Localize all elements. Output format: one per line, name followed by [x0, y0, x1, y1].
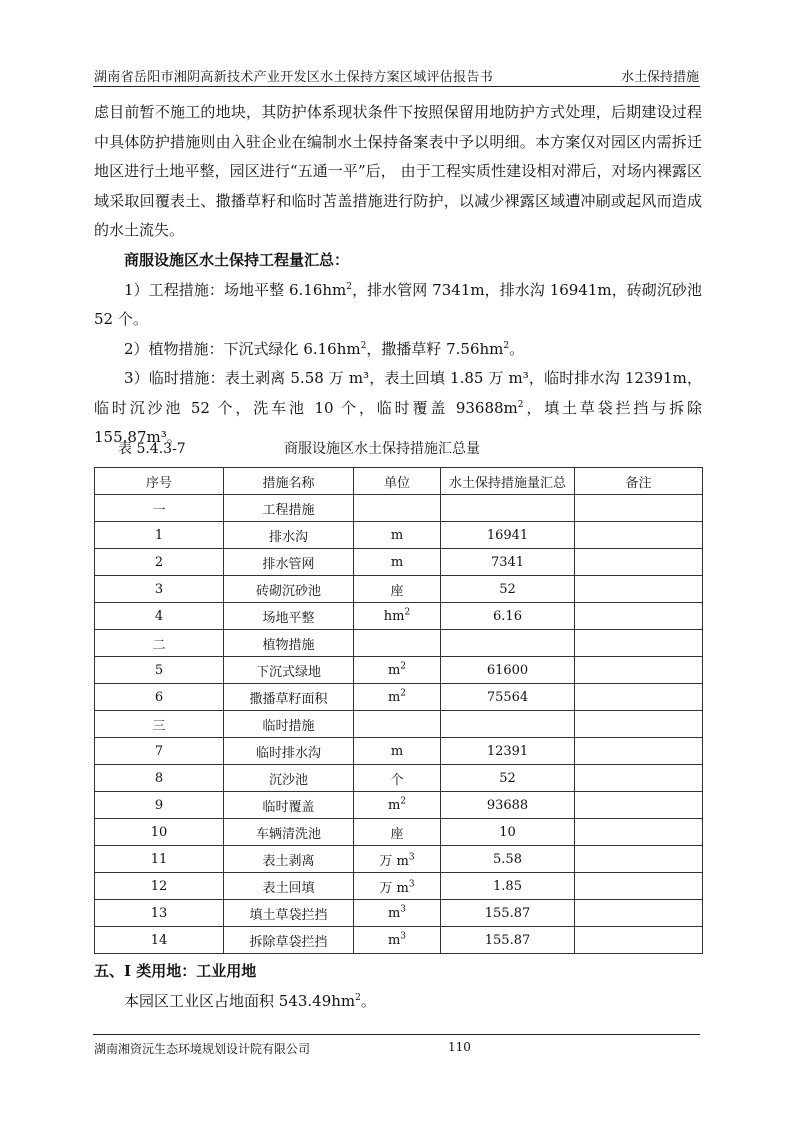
cell-total: 52 — [441, 576, 575, 603]
cell-note — [575, 738, 703, 765]
cell-total: 16941 — [441, 522, 575, 549]
cell-note — [575, 684, 703, 711]
cell-total: 155.87 — [441, 927, 575, 954]
footer-organization: 湖南湘资沅生态环境规划设计院有限公司 — [94, 1042, 311, 1056]
cell-no: 一 — [95, 495, 224, 522]
table-row — [95, 549, 703, 576]
col-header-unit: 单位 — [354, 468, 441, 495]
cell-unit: $m^2$ — [354, 792, 441, 819]
cell-name: 临时排水沟 — [224, 738, 354, 765]
summary-item-engineering: 1）工程措施：场地平整 $6.16hm^2$，排水管网 7341m，排水沟 16941m，砖砌沉砂池 52 个。 — [94, 280, 702, 328]
cell-unit: $m^2$ — [354, 684, 441, 711]
cell-no: 14 — [95, 927, 224, 954]
cell-total: 75564 — [441, 684, 575, 711]
summary-block — [94, 246, 702, 453]
table-row — [95, 684, 703, 711]
cell-total: 12391 — [441, 738, 575, 765]
cell-total — [441, 630, 575, 657]
cell-no: 9 — [95, 792, 224, 819]
cell-no: 二 — [95, 630, 224, 657]
col-header-total: 水土保持措施量汇总 — [441, 468, 575, 495]
cell-total: 10 — [441, 819, 575, 846]
cell-name: 临时措施 — [224, 711, 354, 738]
table-header-row — [95, 468, 703, 495]
cell-note — [575, 765, 703, 792]
cell-note — [575, 576, 703, 603]
cell-unit: 座 — [354, 576, 441, 603]
table-row — [95, 630, 703, 657]
table-row — [95, 927, 703, 954]
cell-name: 撒播草籽面积 — [224, 684, 354, 711]
cell-no: 4 — [95, 603, 224, 630]
col-header-no: 序号 — [95, 468, 224, 495]
cell-note — [575, 927, 703, 954]
cell-name: 表土回填 — [224, 873, 354, 900]
measures-summary-table — [94, 467, 703, 954]
cell-unit: 万 $m^3$ — [354, 873, 441, 900]
table-row — [95, 846, 703, 873]
cell-total: 6.16 — [441, 603, 575, 630]
summary-item-temporary: 3）临时措施：表土剥离 5.58 万 m³，表土回填 1.85 万 m³，临时排水沟 12391m，临时沉沙池 52 个，洗车池 10 个，临时覆盖 $93688m^2$，填土草袋拦挡与拆除 155.87m³。 — [94, 369, 702, 446]
cell-name: 拆除草袋拦挡 — [224, 927, 354, 954]
cell-unit — [354, 495, 441, 522]
summary-item-plant: 2）植物措施：下沉式绿化 $6.16hm^2$，撒播草籽 $7.56hm^2$。 — [124, 339, 525, 358]
table-row — [95, 873, 703, 900]
cell-total: 61600 — [441, 657, 575, 684]
cell-unit: m — [354, 549, 441, 576]
cell-note — [575, 711, 703, 738]
table-row — [95, 792, 703, 819]
cell-name: 填土草袋拦挡 — [224, 900, 354, 927]
cell-note — [575, 873, 703, 900]
table-row — [95, 495, 703, 522]
table-row — [95, 657, 703, 684]
cell-unit — [354, 711, 441, 738]
cell-no: 6 — [95, 684, 224, 711]
cell-note — [575, 630, 703, 657]
cell-no: 11 — [95, 846, 224, 873]
cell-name: 场地平整 — [224, 603, 354, 630]
table-row — [95, 819, 703, 846]
table-row — [95, 738, 703, 765]
cell-note — [575, 603, 703, 630]
cell-total: 52 — [441, 765, 575, 792]
intro-block — [94, 98, 702, 246]
cell-no: 3 — [95, 576, 224, 603]
cell-name: 排水管网 — [224, 549, 354, 576]
cell-unit: $m^3$ — [354, 900, 441, 927]
cell-unit: 座 — [354, 819, 441, 846]
cell-unit: $hm^2$ — [354, 603, 441, 630]
cell-no: 7 — [95, 738, 224, 765]
cell-note — [575, 819, 703, 846]
section-paragraph: 本园区工业区占地面积 $543.49hm^2$。 — [124, 992, 376, 1010]
page-number: 110 — [448, 1040, 471, 1054]
footer-rule — [93, 1034, 700, 1035]
cell-total — [441, 495, 575, 522]
cell-no: 8 — [95, 765, 224, 792]
cell-no: 13 — [95, 900, 224, 927]
cell-note — [575, 549, 703, 576]
header-rule — [93, 86, 700, 87]
cell-total: 7341 — [441, 549, 575, 576]
cell-note — [575, 522, 703, 549]
cell-total: 155.87 — [441, 900, 575, 927]
table-row — [95, 711, 703, 738]
cell-unit: m — [354, 738, 441, 765]
header-chapter-title: 水土保持措施 — [620, 70, 699, 85]
header-document-title: 湖南省岳阳市湘阴高新技术产业开发区水土保持方案区域评估报告书 — [94, 70, 494, 85]
cell-no: 2 — [95, 549, 224, 576]
table-row — [95, 576, 703, 603]
cell-unit: 万 $m^3$ — [354, 846, 441, 873]
cell-total — [441, 711, 575, 738]
cell-note — [575, 900, 703, 927]
cell-name: 砖砌沉砂池 — [224, 576, 354, 603]
cell-name: 植物措施 — [224, 630, 354, 657]
cell-unit: 个 — [354, 765, 441, 792]
table-number: 表 5.4.3-7 — [118, 441, 186, 457]
cell-note — [575, 657, 703, 684]
cell-unit: m — [354, 522, 441, 549]
cell-name: 下沉式绿地 — [224, 657, 354, 684]
cell-no: 1 — [95, 522, 224, 549]
cell-total: 5.58 — [441, 846, 575, 873]
cell-note — [575, 495, 703, 522]
cell-note — [575, 792, 703, 819]
cell-name: 车辆清洗池 — [224, 819, 354, 846]
intro-paragraph: 虑目前暂不施工的地块，其防护体系现状条件下按照保留用地防护方式处理，后期建设过程中具体防护措施则由入驻企业在编制水土保持备案表中予以明细。本方案仅对园区内需拆迁地区进行土地平整，园区进行“五通一平”后， 由于工程实质性建设相对滞后，对场内裸露区域采取回覆表土、撒播草籽和临时苫盖措施进行防护，以减少裸露区域遭冲刷或起风而造成的水土流失。 — [94, 103, 702, 239]
cell-no: 三 — [95, 711, 224, 738]
cell-note — [575, 846, 703, 873]
cell-total: 1.85 — [441, 873, 575, 900]
col-header-name: 措施名称 — [224, 468, 354, 495]
cell-name: 工程措施 — [224, 495, 354, 522]
cell-no: 5 — [95, 657, 224, 684]
table-title: 商服设施区水土保持措施汇总量 — [284, 441, 480, 457]
cell-no: 12 — [95, 873, 224, 900]
cell-total: 93688 — [441, 792, 575, 819]
cell-name: 表土剥离 — [224, 846, 354, 873]
table-row — [95, 900, 703, 927]
cell-name: 沉沙池 — [224, 765, 354, 792]
table-row — [95, 603, 703, 630]
summary-heading: 商服设施区水土保持工程量汇总： — [124, 251, 350, 269]
cell-unit — [354, 630, 441, 657]
col-header-note: 备注 — [575, 468, 703, 495]
cell-name: 排水沟 — [224, 522, 354, 549]
table-row — [95, 765, 703, 792]
cell-name: 临时覆盖 — [224, 792, 354, 819]
table-body — [95, 468, 703, 954]
table-row — [95, 522, 703, 549]
cell-unit: $m^2$ — [354, 657, 441, 684]
cell-no: 10 — [95, 819, 224, 846]
section-heading: 五、I 类用地：工业用地 — [94, 962, 257, 980]
cell-unit: $m^3$ — [354, 927, 441, 954]
